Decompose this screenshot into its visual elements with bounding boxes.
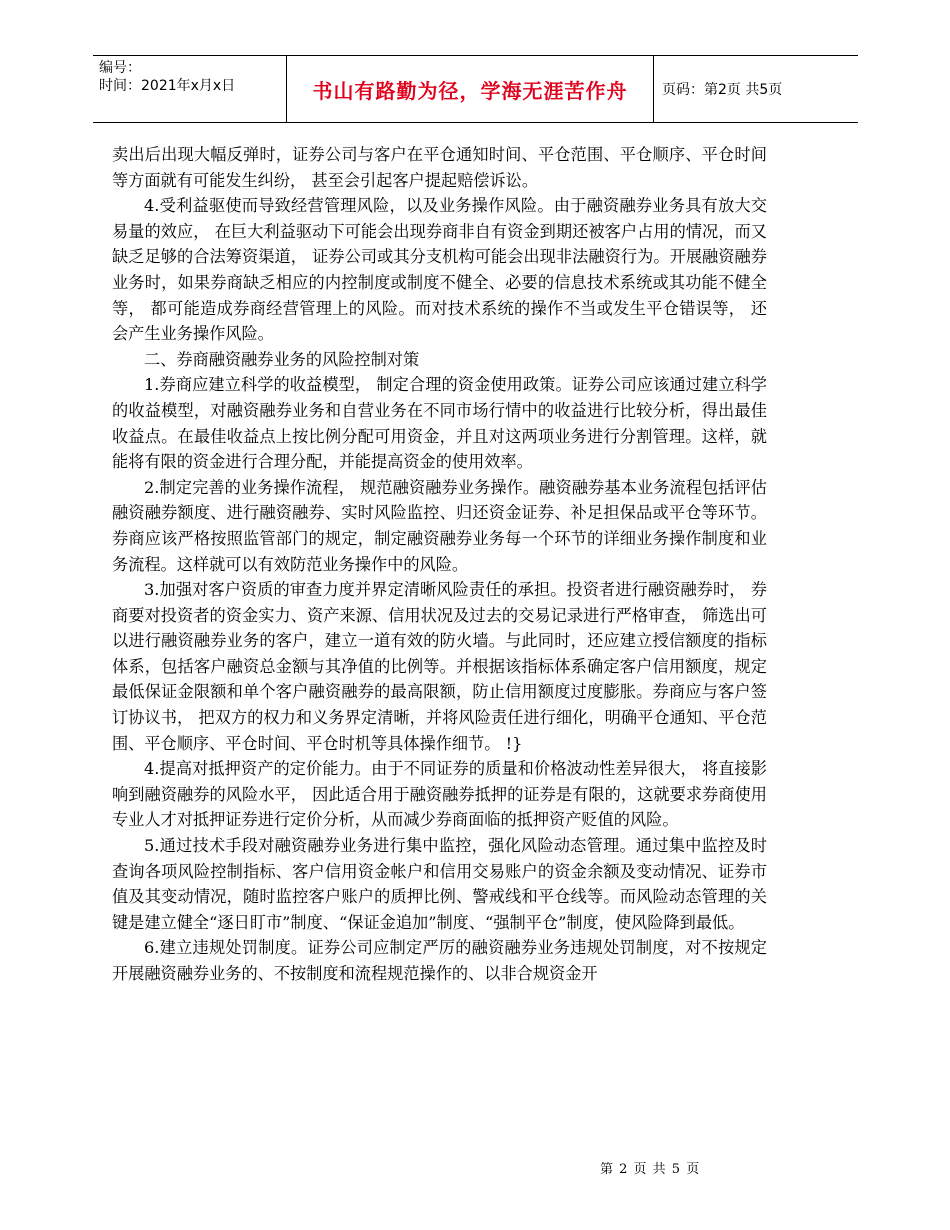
page-header [93, 55, 858, 123]
paragraph: 6.建立违规处罚制度。证券公司应制定严厉的融资融券业务违规处罚制度，对不按规定开展融资融券业务的、不按制度和流程规范操作的、以非合规资金开 [112, 938, 767, 983]
paragraph: 5.通过技术手段对融资融券业务进行集中监控，强化风险动态管理。通过集中监控及时查询各项风险控制指标、客户信用资金帐户和信用交易账户的资金余额及变动情况、证券市值及其变动情况，随时监控客户账户的质押比例、警戒线和平仓线等。而风险动态管理的关键是建立健全“逐日盯市”制度、“保证金追加”制度、“强制平仓”制度，使风险降到最低。 [112, 836, 767, 932]
paragraph: 卖出后出现大幅反弹时，证券公司与客户在平仓通知时间、平仓范围、平仓顺序、平仓时间等方面就有可能发生纠纷， 甚至会引起客户提起赔偿诉讼。 [112, 145, 767, 190]
document-body [112, 142, 767, 987]
header-meta [93, 56, 286, 122]
paragraph: 2.制定完善的业务操作流程， 规范融资融券业务操作。融资融券基本业务流程包括评估融资融券额度、进行融资融券、实时风险监控、归还资金证券、补足担保品或平仓等环节。券商应该严格按照监管部门的规定，制定融资融券业务每一个环节的详细业务操作制度和业务流程。这样就可以有效防范业务操作中的风险。 [112, 477, 767, 574]
section-heading: 二、券商融资融券业务的风险控制对策 [144, 349, 420, 369]
page-footer: 第 2 页 共 5 页 [600, 1162, 701, 1177]
header-motto: 书山有路勤为径，学海无涯苦作舟 [286, 56, 654, 122]
paragraph: 3.加强对客户资质的审查力度并界定清晰风险责任的承担。投资者进行融资融券时， 券商要对投资者的资金实力、资产来源、信用状况及过去的交易记录进行严格审查， 筛选出可以进行融资融券业务的客户，建立一道有效的防火墙。与此同时，还应建立授信额度的指标体系，包括客户融资总金额与其净值的比例等。并根据该指标体系确定客户信用额度，规定最低保证金限额和单个客户融资融券的最高限额，防止信用额度过度膨胀。券商应与客户签订协议书， 把双方的权力和义务界定清晰，并将风险责任进行细化，明确平仓通知、平仓范围、平仓顺序、平仓时间、平仓时机等具体操作细节。 !} [112, 580, 767, 753]
paragraph: 4.提高对抵押资产的定价能力。由于不同证券的质量和价格波动性差异很大， 将直接影响到融资融券的风险水平， 因此适合用于融资融券抵押的证券是有限的，这就要求券商使用专业人才对抵押证券进行定价分析，从而减少券商面临的抵押资产贬值的风险。 [112, 759, 767, 830]
paragraph: 1.券商应建立科学的收益模型， 制定合理的资金使用政策。证券公司应该通过建立科学的收益模型，对融资融券业务和自营业务在不同市场行情中的收益进行比较分析，得出最佳收益点。在最佳收益点上按比例分配可用资金，并且对这两项业务进行分割管理。这样，就能将有限的资金进行合理分配，并能提高资金的使用效率。 [112, 375, 767, 472]
document-time-label: 时间：2021年x月x日 [99, 78, 236, 94]
header-page-label: 页码：第2页 共5页 [662, 82, 783, 98]
document-number-label: 编号： [99, 60, 141, 76]
paragraph: 4.受利益驱使而导致经营管理风险，以及业务操作风险。由于融资融券业务具有放大交易量的效应， 在巨大利益驱动下可能会出现券商非自有资金到期还被客户占用的情况，而又缺乏足够的合法筹资渠道， 证券公司或其分支机构可能会出现非法融资行为。开展融资融券业务时，如果券商缺乏相应的内控制度或制度不健全、必要的信息技术系统或其功能不健全等， 都可能造成券商经营管理上的风险。而对技术系统的操作不当或发生平仓错误等， 还会产生业务操作风险。 [112, 196, 767, 344]
